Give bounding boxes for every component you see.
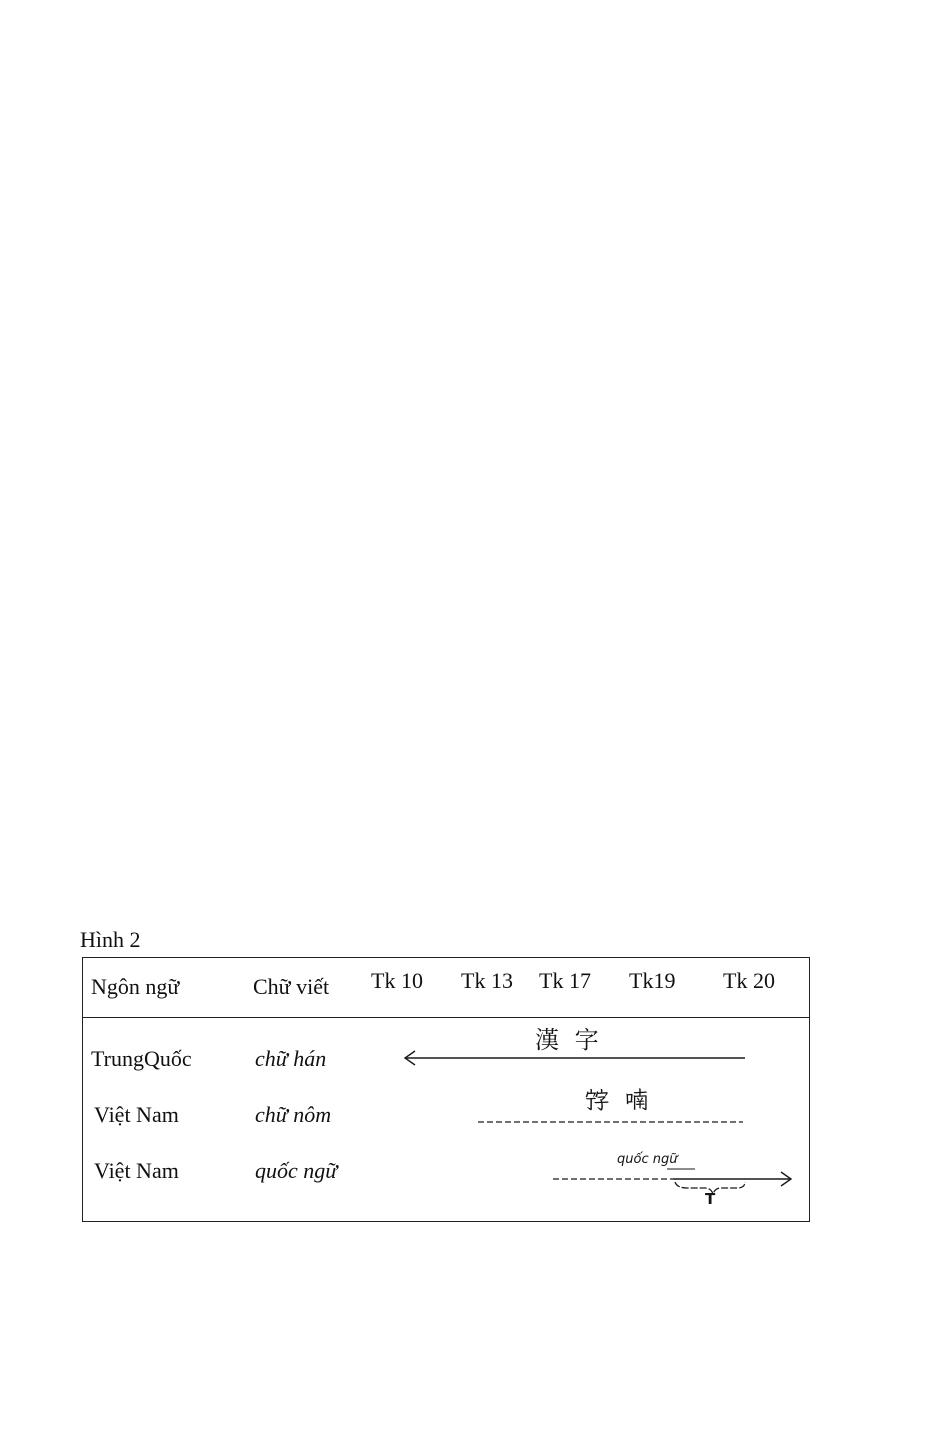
header-period-19: Tk19 bbox=[629, 968, 676, 993]
row-annotation-nom: 𡨸 喃 bbox=[585, 1086, 653, 1114]
timeline-lines bbox=[83, 958, 811, 1223]
row-country: Việt Nam bbox=[94, 1158, 179, 1183]
row-script: chữ nôm bbox=[255, 1102, 332, 1127]
row-country: TrungQuốc bbox=[91, 1046, 192, 1071]
row-annotation-han: 漢 字 bbox=[535, 1026, 603, 1054]
header-period-13: Tk 13 bbox=[461, 968, 513, 993]
row-country: Việt Nam bbox=[94, 1102, 179, 1127]
timeline-diagram bbox=[82, 957, 810, 1222]
row-script: quốc ngữ bbox=[255, 1158, 338, 1183]
brace-icon bbox=[675, 1182, 745, 1194]
header-period-20: Tk 20 bbox=[723, 968, 775, 993]
row-script: chữ hán bbox=[255, 1046, 327, 1071]
header-period-17: Tk 17 bbox=[539, 968, 591, 993]
brace-label: T bbox=[705, 1190, 716, 1208]
header-language: Ngôn ngữ bbox=[91, 974, 180, 999]
header-period-10: Tk 10 bbox=[371, 968, 423, 993]
figure-label: Hình 2 bbox=[80, 927, 141, 952]
header-script: Chữ viết bbox=[253, 974, 330, 999]
row-annotation-quocngu: quốc ngữ bbox=[617, 1152, 678, 1167]
